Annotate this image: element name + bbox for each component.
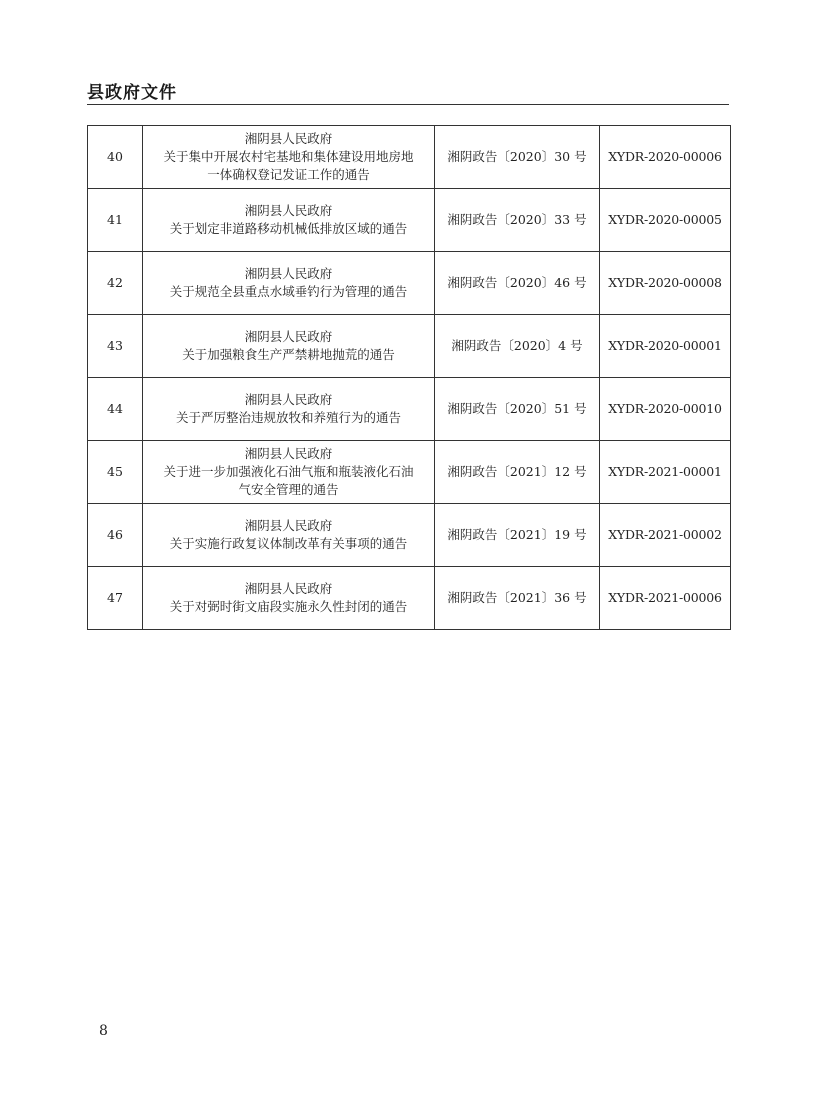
document-title <box>143 252 435 315</box>
registration-code: XYDR-2020-00006 <box>600 126 731 189</box>
table-row <box>88 315 731 378</box>
title-line: 关于进一步加强液化石油气瓶和瓶装液化石油 <box>163 464 414 479</box>
page-number: 8 <box>99 1023 108 1039</box>
title-line: 关于严厉整治违规放牧和养殖行为的通告 <box>175 410 401 425</box>
document-title <box>143 441 435 504</box>
title-line: 湘阴县人民政府 <box>244 392 333 407</box>
table-row <box>88 189 731 252</box>
title-line: 一体确权登记发证工作的通告 <box>207 167 370 182</box>
document-title <box>143 378 435 441</box>
table-row <box>88 126 731 189</box>
table-row <box>88 378 731 441</box>
document-number: 湘阴政告〔2021〕19 号 <box>435 504 600 567</box>
document-number: 湘阴政告〔2021〕36 号 <box>435 567 600 630</box>
registration-code: XYDR-2020-00010 <box>600 378 731 441</box>
table-row <box>88 252 731 315</box>
row-number: 40 <box>88 126 143 189</box>
document-title <box>143 567 435 630</box>
document-title <box>143 504 435 567</box>
document-table <box>87 125 731 630</box>
title-line: 湘阴县人民政府 <box>244 446 333 461</box>
document-number: 湘阴政告〔2021〕12 号 <box>435 441 600 504</box>
document-number: 湘阴政告〔2020〕30 号 <box>435 126 600 189</box>
title-line: 关于划定非道路移动机械低排放区域的通告 <box>169 221 408 236</box>
registration-code: XYDR-2021-00006 <box>600 567 731 630</box>
page-header <box>87 78 729 104</box>
table-row <box>88 504 731 567</box>
registration-code: XYDR-2020-00001 <box>600 315 731 378</box>
title-line: 关于规范全县重点水域垂钓行为管理的通告 <box>169 284 408 299</box>
row-number: 46 <box>88 504 143 567</box>
header-title: 县政府文件 <box>87 83 177 103</box>
document-number: 湘阴政告〔2020〕46 号 <box>435 252 600 315</box>
document-number: 湘阴政告〔2020〕4 号 <box>435 315 600 378</box>
table-row <box>88 567 731 630</box>
document-title <box>143 189 435 252</box>
title-line: 关于实施行政复议体制改革有关事项的通告 <box>169 536 408 551</box>
title-line: 湘阴县人民政府 <box>244 203 333 218</box>
header-rule <box>87 104 729 105</box>
registration-code: XYDR-2020-00008 <box>600 252 731 315</box>
title-line: 湘阴县人民政府 <box>244 266 333 281</box>
title-line: 湘阴县人民政府 <box>244 131 333 146</box>
title-line: 湘阴县人民政府 <box>244 518 333 533</box>
title-line: 气安全管理的通告 <box>238 482 339 497</box>
document-title <box>143 126 435 189</box>
row-number: 41 <box>88 189 143 252</box>
title-line: 关于加强粮食生产严禁耕地抛荒的通告 <box>182 347 395 362</box>
row-number: 45 <box>88 441 143 504</box>
table-row <box>88 441 731 504</box>
document-number: 湘阴政告〔2020〕33 号 <box>435 189 600 252</box>
row-number: 47 <box>88 567 143 630</box>
row-number: 44 <box>88 378 143 441</box>
title-line: 湘阴县人民政府 <box>244 581 333 596</box>
document-title <box>143 315 435 378</box>
title-line: 关于对弼时街文庙段实施永久性封闭的通告 <box>169 599 408 614</box>
title-line: 关于集中开展农村宅基地和集体建设用地房地 <box>163 149 414 164</box>
registration-code: XYDR-2020-00005 <box>600 189 731 252</box>
row-number: 42 <box>88 252 143 315</box>
row-number: 43 <box>88 315 143 378</box>
registration-code: XYDR-2021-00001 <box>600 441 731 504</box>
document-number: 湘阴政告〔2020〕51 号 <box>435 378 600 441</box>
title-line: 湘阴县人民政府 <box>244 329 333 344</box>
registration-code: XYDR-2021-00002 <box>600 504 731 567</box>
